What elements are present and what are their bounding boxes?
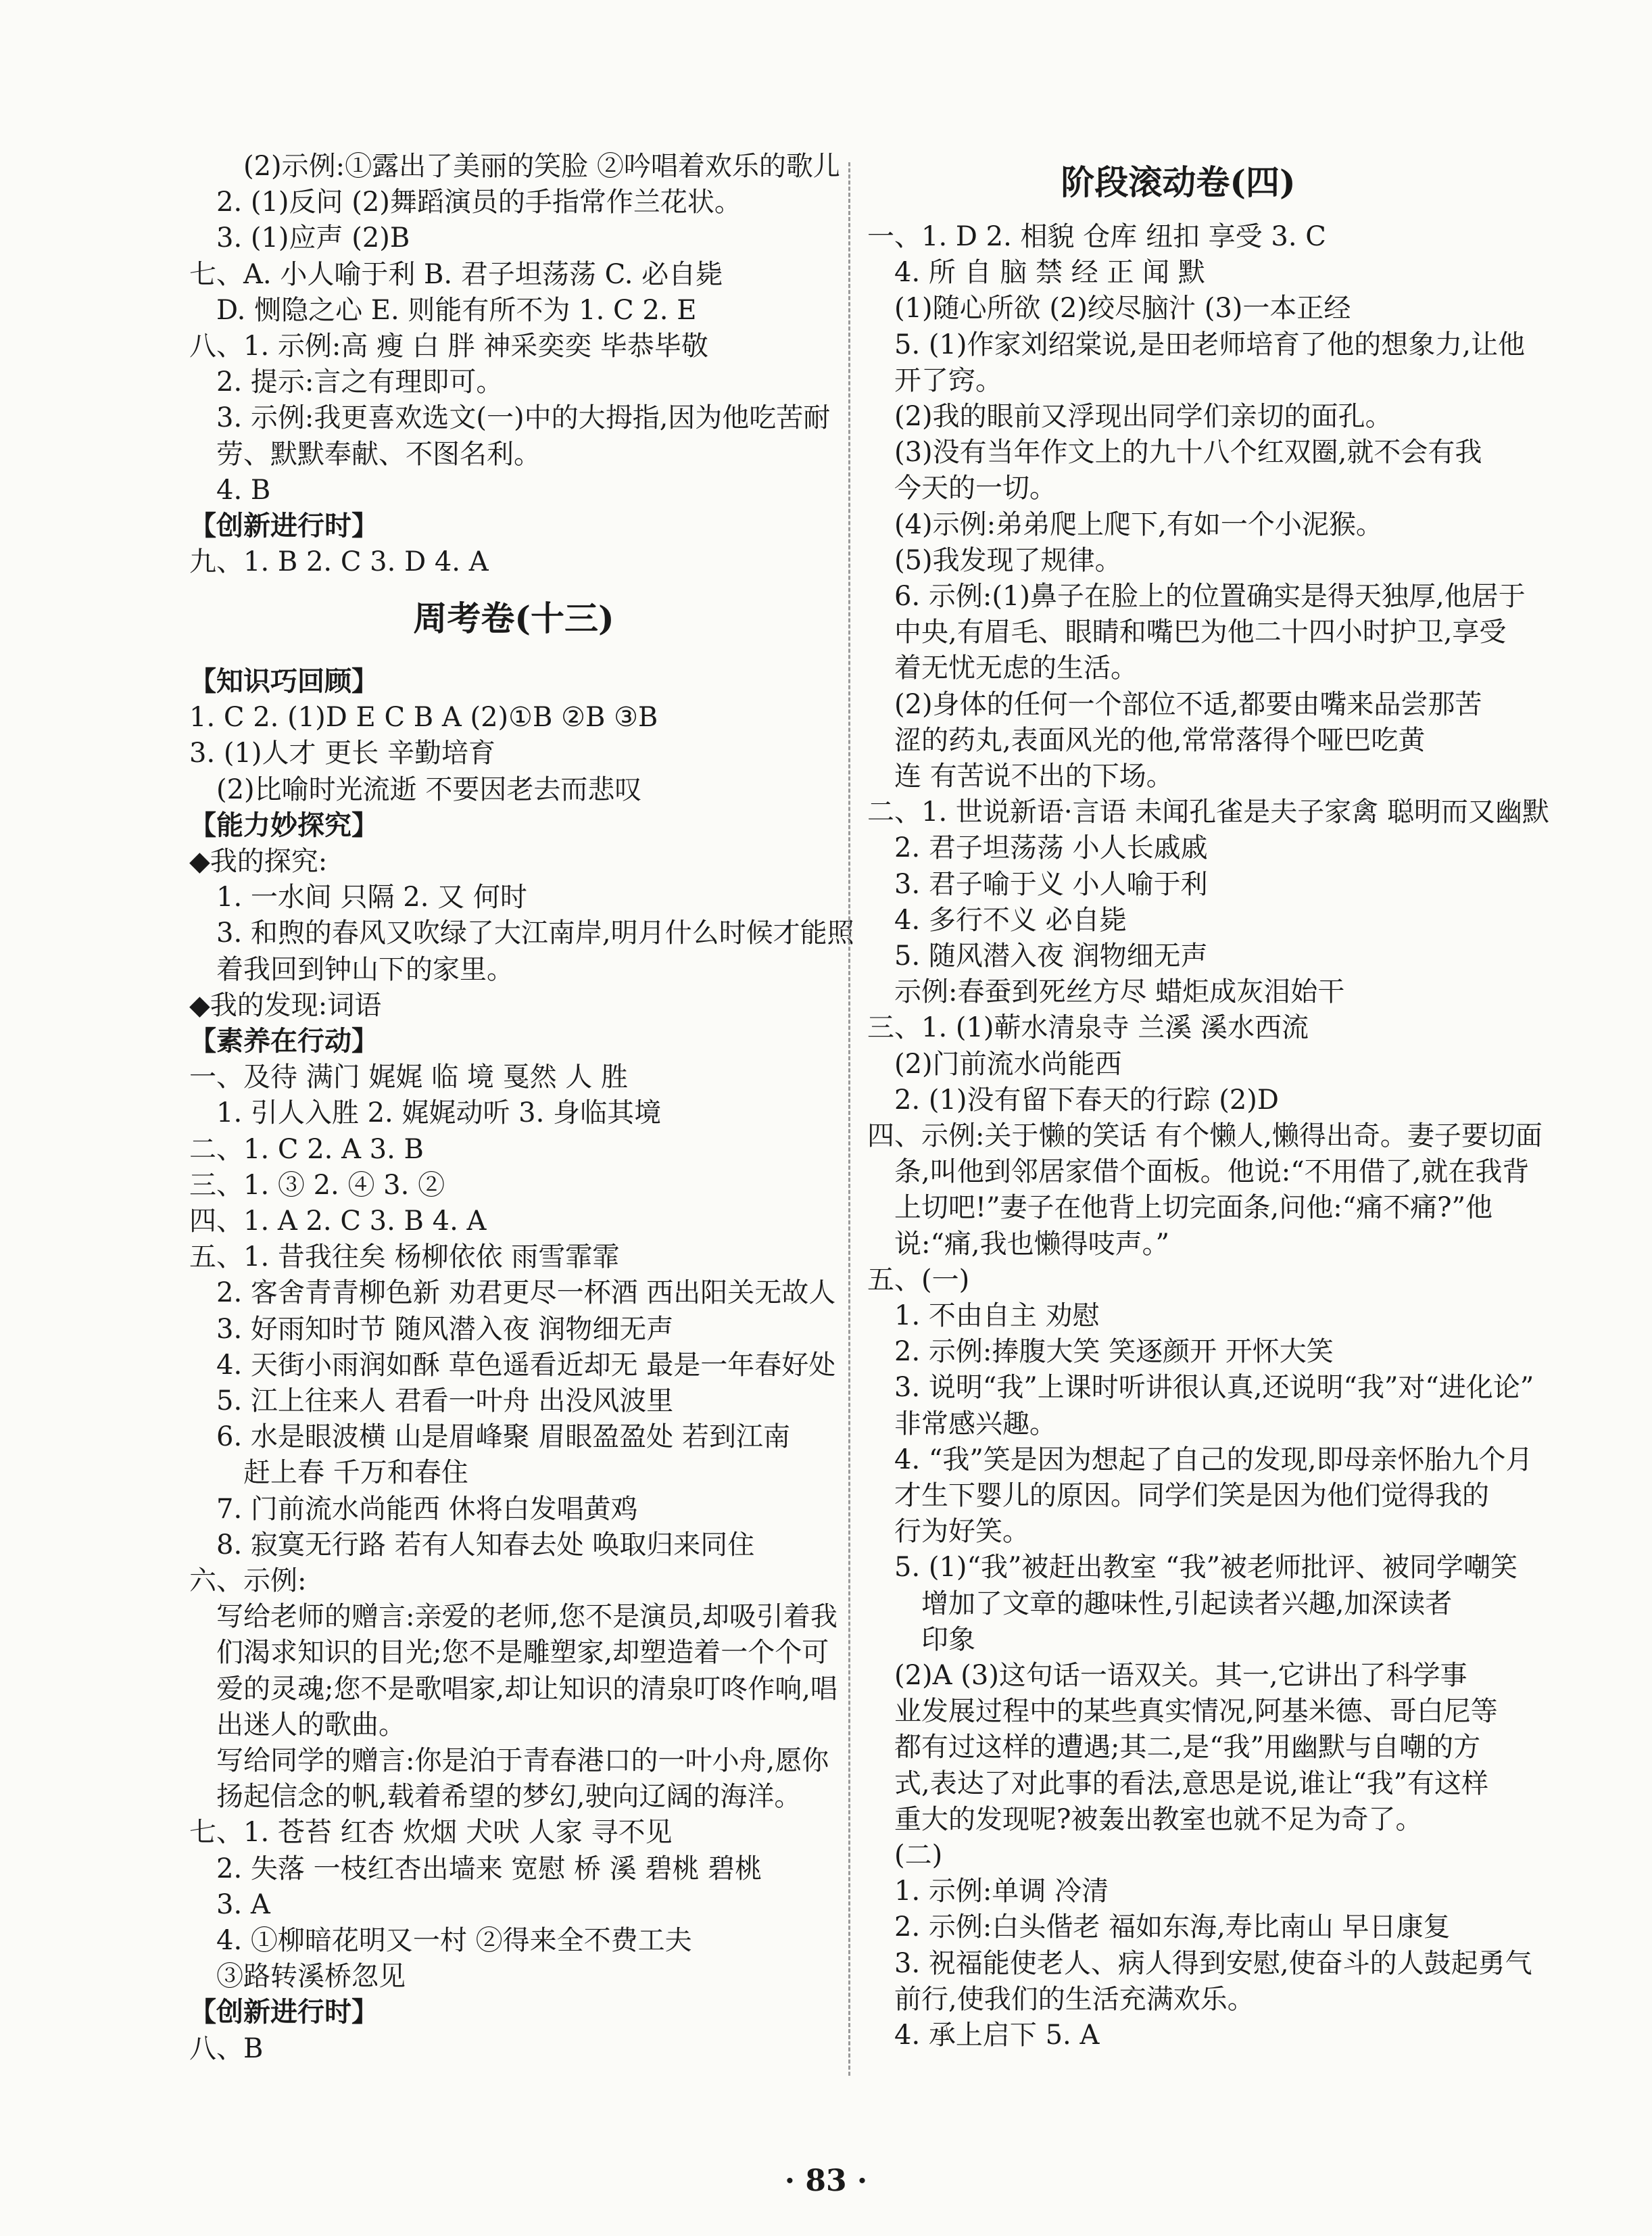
- answer-line: 三、1. ③ 2. ④ 3. ②: [189, 1169, 445, 1201]
- answer-line: 赶上春 千万和春住: [243, 1457, 468, 1489]
- answer-line: 四、1. A 2. C 3. B 4. A: [189, 1206, 487, 1237]
- answer-line: 1. 不由自主 劝慰: [894, 1300, 1100, 1331]
- answer-line: (2)比喻时光流逝 不要因老去而悲叹: [216, 774, 642, 805]
- answer-line: 2. 示例:捧腹大笑 笑逐颜开 开怀大笑: [894, 1336, 1334, 1368]
- answer-line: (1)随心所欲 (2)绞尽脑汁 (3)一本正经: [894, 293, 1351, 325]
- answer-line: 1. 一水间 只隔 2. 又 何时: [216, 882, 527, 913]
- answer-line: D. 恻隐之心 E. 则能有所不为 1. C 2. E: [216, 294, 697, 326]
- answer-line: 增加了文章的趣味性,引起读者兴趣,加深读者: [921, 1588, 1453, 1619]
- answer-line: 2. (1)反问 (2)舞蹈演员的手指常作兰花状。: [216, 187, 742, 218]
- section-heading: 【能力妙探究】: [189, 809, 379, 841]
- answer-line: 6. 水是眼波横 山是眉峰聚 眉眼盈盈处 若到江南: [216, 1421, 791, 1453]
- answer-line: 非常感兴趣。: [894, 1408, 1056, 1440]
- answer-line: 八、B: [189, 2032, 264, 2064]
- answer-line: 三、1. (1)蕲水清泉寺 兰溪 溪水西流: [867, 1012, 1309, 1044]
- answer-line: 4. 天街小雨润如酥 草色遥看近却无 最是一年春好处: [216, 1349, 836, 1381]
- answer-line: 3. 好雨知时节 随风潜入夜 润物细无声: [216, 1313, 674, 1345]
- answer-line: 劳、默默奉献、不图名利。: [216, 438, 541, 470]
- answer-line: 示例:春蚕到死丝方尽 蜡炬成灰泪始干: [894, 976, 1345, 1008]
- answer-line: 开了窍。: [894, 364, 1002, 396]
- answer-line: 今天的一切。: [894, 473, 1056, 504]
- answer-line: 五、(一): [867, 1264, 970, 1295]
- answer-line: 中央,有眉毛、眼睛和嘴巴为他二十四小时护卫,享受: [894, 617, 1507, 648]
- answer-line: 四、示例:关于懒的笑话 有个懒人,懒得出奇。妻子要切面: [867, 1120, 1542, 1151]
- answer-line: 2. 客舍青青柳色新 劝君更尽一杯酒 西出阳关无故人: [216, 1277, 836, 1309]
- answer-line: 5. 随风潜入夜 润物细无声: [894, 941, 1208, 972]
- answer-line: 3. 说明“我”上课时听讲很认真,还说明“我”对“进化论”: [894, 1372, 1534, 1404]
- answer-line: 3. (1)应声 (2)B: [216, 222, 410, 254]
- answer-line: 4. ①柳暗花明又一村 ②得来全不费工夫: [216, 1925, 692, 1956]
- answer-line: 5. 江上往来人 君看一叶舟 出没风波里: [216, 1385, 674, 1417]
- answer-line: 才生下婴儿的原因。同学们笑是因为他们觉得我的: [894, 1480, 1489, 1511]
- answer-line: 出迷人的歌曲。: [216, 1709, 406, 1740]
- answer-line: 都有过这样的遭遇;其二,是“我”用幽默与自嘲的方: [894, 1732, 1481, 1763]
- section-heading: 【创新进行时】: [189, 1996, 379, 2028]
- answer-line: 七、1. 苍苔 红杏 炊烟 犬吠 人家 寻不见: [189, 1817, 673, 1849]
- section-heading: 【创新进行时】: [189, 510, 379, 542]
- answer-line: 写给同学的赠言:你是泊于青春港口的一叶小舟,愿你: [216, 1745, 829, 1776]
- answer-line: 着无忧无虑的生活。: [894, 652, 1138, 684]
- answer-line: 前行,使我们的生活充满欢乐。: [894, 1983, 1255, 2015]
- answer-line: 六、示例:: [189, 1565, 307, 1596]
- answer-line: 4. 承上启下 5. A: [894, 2020, 1100, 2051]
- answer-line: 写给老师的赠言:亲爱的老师,您不是演员,却吸引着我: [216, 1601, 837, 1633]
- answer-line: 1. 示例:单调 冷清: [894, 1876, 1109, 1907]
- answer-line: (2)身体的任何一个部位不适,都要由嘴来品尝那苦: [894, 688, 1482, 720]
- section-title: 阶段滚动卷(四): [1061, 162, 1296, 202]
- answer-line: (2)门前流水尚能西: [894, 1048, 1122, 1080]
- answer-line: 6. 示例:(1)鼻子在脸上的位置确实是得天独厚,他居于: [894, 581, 1526, 612]
- answer-line: 5. (1)“我”被赶出教室 “我”被老师批评、被同学嘲笑: [894, 1552, 1518, 1584]
- answer-line: 条,叫他到邻居家借个面板。他说:“不用借了,就在我背: [894, 1156, 1530, 1188]
- answer-line: 九、1. B 2. C 3. D 4. A: [189, 546, 489, 578]
- answer-line: 重大的发现呢?被轰出教室也就不足为奇了。: [894, 1803, 1423, 1835]
- answer-line: 1. 引人入胜 2. 娓娓动听 3. 身临其境: [216, 1097, 662, 1129]
- answer-line: (2)我的眼前又浮现出同学们亲切的面孔。: [894, 401, 1392, 432]
- answer-line: ◆我的发现:词语: [189, 989, 382, 1021]
- answer-line: (3)没有当年作文上的九十八个红双圈,就不会有我: [894, 437, 1482, 469]
- answer-line: 3. 示例:我更喜欢选文(一)中的大拇指,因为他吃苦耐: [216, 402, 831, 434]
- answer-line: 说:“痛,我也懒得吱声。”: [894, 1228, 1170, 1260]
- answer-line: 一、1. D 2. 相貌 仓库 纽扣 享受 3. C: [867, 221, 1326, 252]
- answer-line: 行为好笑。: [894, 1516, 1029, 1548]
- answer-line: 二、1. 世说新语·言语 未闻孔雀是夫子家禽 聪明而又幽默: [867, 796, 1550, 828]
- answer-line: 连 有苦说不出的下场。: [894, 761, 1173, 792]
- answer-line: 爱的灵魂;您不是歌唱家,却让知识的清泉叮咚作响,唱: [216, 1673, 837, 1705]
- answer-line: 们渴求知识的目光;您不是雕塑家,却塑造着一个个可: [216, 1637, 829, 1669]
- column-divider: [848, 162, 850, 2076]
- answer-line: (5)我发现了规律。: [894, 544, 1122, 576]
- answer-line: (2)示例:①露出了美丽的笑脸 ②吟唱着欢乐的歌儿: [243, 151, 840, 182]
- answer-line: 业发展过程中的某些真实情况,阿基米德、哥白尼等: [894, 1696, 1498, 1728]
- answer-line: (2)A (3)这句话一语双关。其一,它讲出了科学事: [894, 1660, 1467, 1691]
- answer-line: 5. (1)作家刘绍棠说,是田老师培育了他的想象力,让他: [894, 329, 1525, 360]
- page-number: · 83 ·: [784, 2164, 868, 2198]
- answer-line: 3. A: [216, 1888, 270, 1920]
- answer-line: ③路转溪桥忽见: [216, 1961, 406, 1993]
- answer-line: 4. 多行不义 必自毙: [894, 904, 1127, 936]
- section-heading: 【知识巧回顾】: [189, 665, 379, 697]
- section-heading: 【素养在行动】: [189, 1025, 379, 1057]
- answer-line: 3. 君子喻于义 小人喻于利: [894, 868, 1208, 900]
- answer-line: 印象: [921, 1623, 975, 1655]
- answer-line: 八、1. 示例:高 瘦 白 胖 神采奕奕 毕恭毕敬: [189, 331, 708, 362]
- answer-line: 3. 祝福能使老人、病人得到安慰,使奋斗的人鼓起勇气: [894, 1947, 1532, 1979]
- answer-line: 二、1. C 2. A 3. B: [189, 1133, 424, 1165]
- answer-line: 五、1. 昔我往矣 杨柳依依 雨雪霏霏: [189, 1241, 620, 1273]
- answer-line: 2. 提示:言之有理即可。: [216, 366, 504, 398]
- answer-line: ◆我的探究:: [189, 846, 328, 877]
- answer-line: 7. 门前流水尚能西 休将白发唱黄鸡: [216, 1493, 638, 1525]
- answer-line: 4. B: [216, 474, 271, 506]
- answer-line: (二): [894, 1840, 943, 1871]
- answer-line: 2. 失落 一枝红杏出墙来 宽慰 桥 溪 碧桃 碧桃: [216, 1853, 762, 1884]
- answer-line: 4. 所 自 脑 禁 经 正 闻 默: [894, 257, 1205, 289]
- answer-line: 七、A. 小人喻于利 B. 君子坦荡荡 C. 必自毙: [189, 258, 723, 290]
- answer-line: 2. (1)没有留下春天的行踪 (2)D: [894, 1084, 1279, 1116]
- answer-line: (4)示例:弟弟爬上爬下,有如一个小泥猴。: [894, 508, 1383, 540]
- answer-line: 涩的药丸,表面风光的他,常常落得个哑巴吃黄: [894, 724, 1426, 756]
- answer-line: 8. 寂寞无行路 若有人知春去处 唤取归来同住: [216, 1529, 755, 1561]
- answer-line: 3. (1)人才 更长 辛勤培育: [189, 738, 495, 769]
- answer-line: 着我回到钟山下的家里。: [216, 953, 514, 985]
- answer-line: 上切吧!”妻子在他背上切完面条,问他:“痛不痛?”他: [894, 1192, 1493, 1224]
- answer-line: 扬起信念的帆,载着希望的梦幻,驶向辽阔的海洋。: [216, 1781, 802, 1813]
- answer-line: 1. C 2. (1)D E C B A (2)①B ②B ③B: [189, 702, 658, 734]
- answer-line: 式,表达了对此事的看法,意思是说,谁让“我”有这样: [894, 1767, 1489, 1799]
- answer-line: 4. “我”笑是因为想起了自己的发现,即母亲怀胎九个月: [894, 1444, 1533, 1475]
- answer-line: 一、及待 满门 娓娓 临 境 戛然 人 胜: [189, 1062, 629, 1093]
- section-title: 周考卷(十三): [413, 598, 614, 638]
- answer-line: 2. 君子坦荡荡 小人长戚戚: [894, 832, 1208, 864]
- answer-line: 3. 和煦的春风又吹绿了大江南岸,明月什么时候才能照: [216, 918, 854, 949]
- answer-line: 2. 示例:白头偕老 福如东海,寿比南山 早日康复: [894, 1911, 1451, 1943]
